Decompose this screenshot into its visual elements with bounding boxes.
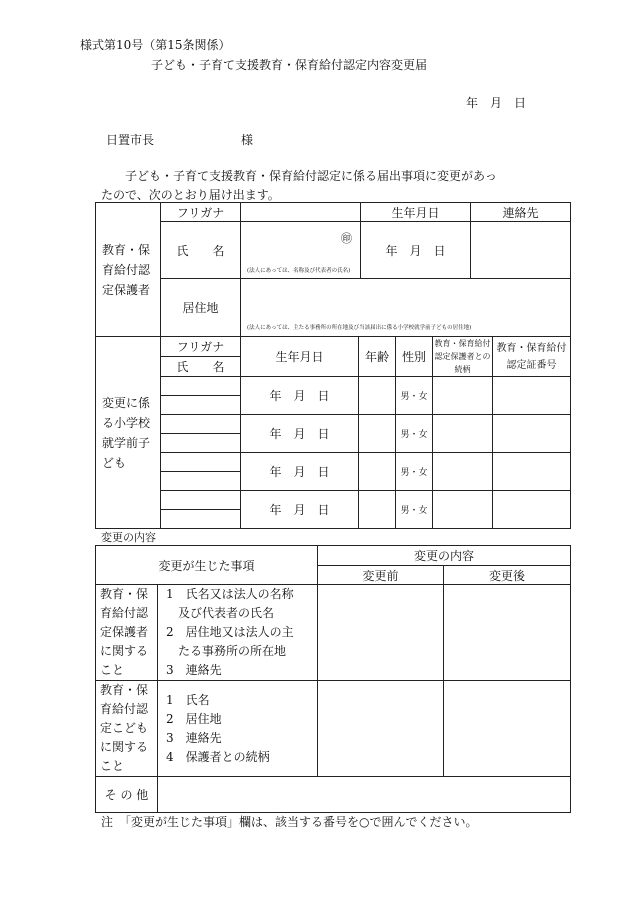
child-4-sex[interactable]: 男・女 bbox=[396, 491, 433, 529]
guardian-item-2b: たる事務所の所在地 bbox=[178, 644, 287, 658]
changes-child-after[interactable] bbox=[444, 681, 571, 777]
form-title: 子ども・子育て支援教育・保育給付認定内容変更届 bbox=[151, 58, 428, 72]
guardian-address-note: (法人にあっては、主たる事務所の所在地及び当該届出に係る小学校就学前子どもの居住地) bbox=[247, 325, 472, 331]
changes-guardian-before[interactable] bbox=[318, 585, 444, 681]
changes-before-header: 変更前 bbox=[318, 566, 444, 585]
child-4-furigana[interactable] bbox=[161, 491, 241, 510]
guardian-name-note: (法人にあっては、名称及び代表者の氏名) bbox=[247, 268, 351, 274]
child-3-sex[interactable]: 男・女 bbox=[396, 453, 433, 491]
guardian-item-2: 2 居住地又は法人の主 bbox=[166, 625, 294, 639]
child-2-cert[interactable] bbox=[493, 415, 571, 453]
child-2-sex[interactable]: 男・女 bbox=[396, 415, 433, 453]
changes-section-label: 変更の内容 bbox=[101, 531, 156, 544]
child-3-name[interactable] bbox=[161, 472, 241, 491]
guardian-birth-header: 生年月日 bbox=[361, 203, 471, 222]
guardian-contact-field[interactable] bbox=[471, 222, 571, 279]
guardian-furigana-label: フリガナ bbox=[161, 203, 241, 222]
changes-content-header: 変更の内容 bbox=[318, 546, 571, 566]
changes-guardian-items[interactable] bbox=[158, 585, 318, 681]
changes-guardian-label: 教育・保育給付認定保護者に関すること bbox=[96, 585, 158, 681]
changes-guardian-after[interactable] bbox=[444, 585, 571, 681]
child-item-4: 4 保護者との続柄 bbox=[166, 749, 270, 764]
changes-child-label: 教育・保育給付認定こどもに関すること bbox=[96, 681, 158, 777]
guardian-contact-header: 連絡先 bbox=[471, 203, 571, 222]
guardian-row-label: 教育・保育給付認定保護者 bbox=[96, 203, 161, 337]
child-item-3: 3 連絡先 bbox=[166, 730, 222, 745]
child-1-sex[interactable]: 男・女 bbox=[396, 377, 433, 415]
guardian-birth-field[interactable]: 年 月 日 bbox=[361, 222, 471, 279]
child-1-name[interactable] bbox=[161, 396, 241, 415]
seal-mark: ㊞ bbox=[341, 232, 352, 245]
child-1-furigana[interactable] bbox=[161, 377, 241, 396]
child-1-cert[interactable] bbox=[493, 377, 571, 415]
child-item-2: 2 居住地 bbox=[166, 711, 222, 726]
child-3-relation[interactable] bbox=[433, 453, 493, 491]
guardian-address-field[interactable] bbox=[241, 279, 571, 337]
child-2-age[interactable] bbox=[359, 415, 396, 453]
guardian-name-label: 氏 名 bbox=[161, 222, 241, 279]
changes-other-label: そ の 他 bbox=[96, 777, 158, 813]
guardian-name-field[interactable] bbox=[241, 222, 361, 279]
child-1-birth[interactable]: 年 月 日 bbox=[241, 377, 359, 415]
changes-child-items[interactable] bbox=[158, 681, 318, 777]
child-sex-header: 性別 bbox=[396, 337, 433, 377]
children-row-label: 変更に係る小学校就学前子ども bbox=[96, 337, 161, 529]
form-number: 様式第10号（第15条関係） bbox=[80, 38, 231, 52]
guardian-item-3: 3 連絡先 bbox=[166, 663, 222, 677]
child-2-furigana[interactable] bbox=[161, 415, 241, 434]
child-4-birth[interactable]: 年 月 日 bbox=[241, 491, 359, 529]
child-1-relation[interactable] bbox=[433, 377, 493, 415]
child-birth-header: 生年月日 bbox=[241, 337, 359, 377]
child-4-relation[interactable] bbox=[433, 491, 493, 529]
child-2-name[interactable] bbox=[161, 434, 241, 453]
intro-line-1: 子ども・子育て支援教育・保育給付認定に係る届出事項に変更があっ bbox=[125, 169, 497, 183]
child-item-1: 1 氏名 bbox=[166, 692, 210, 707]
child-2-relation[interactable] bbox=[433, 415, 493, 453]
child-4-cert[interactable] bbox=[493, 491, 571, 529]
child-4-name[interactable] bbox=[161, 510, 241, 529]
changes-child-before[interactable] bbox=[318, 681, 444, 777]
guardian-item-1b: 及び代表者の氏名 bbox=[178, 606, 275, 620]
honorific: 様 bbox=[241, 133, 254, 147]
date-line: 年 月 日 bbox=[466, 96, 527, 110]
child-3-cert[interactable] bbox=[493, 453, 571, 491]
child-4-age[interactable] bbox=[359, 491, 396, 529]
child-1-age[interactable] bbox=[359, 377, 396, 415]
changes-table bbox=[95, 545, 571, 813]
child-3-birth[interactable]: 年 月 日 bbox=[241, 453, 359, 491]
child-2-birth[interactable]: 年 月 日 bbox=[241, 415, 359, 453]
child-3-age[interactable] bbox=[359, 453, 396, 491]
changes-item-header: 変更が生じた事項 bbox=[96, 546, 318, 585]
guardian-furigana-field[interactable] bbox=[241, 203, 361, 222]
guardian-address-label: 居住地 bbox=[161, 279, 241, 337]
guardian-table bbox=[95, 202, 571, 337]
children-table bbox=[95, 336, 571, 529]
child-furigana-header: フリガナ bbox=[161, 337, 241, 357]
child-3-furigana[interactable] bbox=[161, 453, 241, 472]
child-age-header: 年齢 bbox=[359, 337, 396, 377]
changes-after-header: 変更後 bbox=[444, 566, 571, 585]
child-name-header: 氏 名 bbox=[161, 357, 241, 377]
changes-other-field[interactable] bbox=[158, 777, 571, 813]
child-cert-header: 教育・保育給付認定証番号 bbox=[493, 337, 571, 377]
footer-note: 注 「変更が生じた事項」欄は、該当する番号を○で囲んでください。 bbox=[101, 815, 478, 829]
intro-line-2: たので、次のとおり届け出ます。 bbox=[101, 188, 280, 202]
addressee: 日置市長 bbox=[106, 133, 155, 147]
child-relation-header: 教育・保育給付認定保護者との続柄 bbox=[433, 337, 493, 377]
guardian-item-1: 1 氏名又は法人の名称 bbox=[166, 587, 294, 601]
